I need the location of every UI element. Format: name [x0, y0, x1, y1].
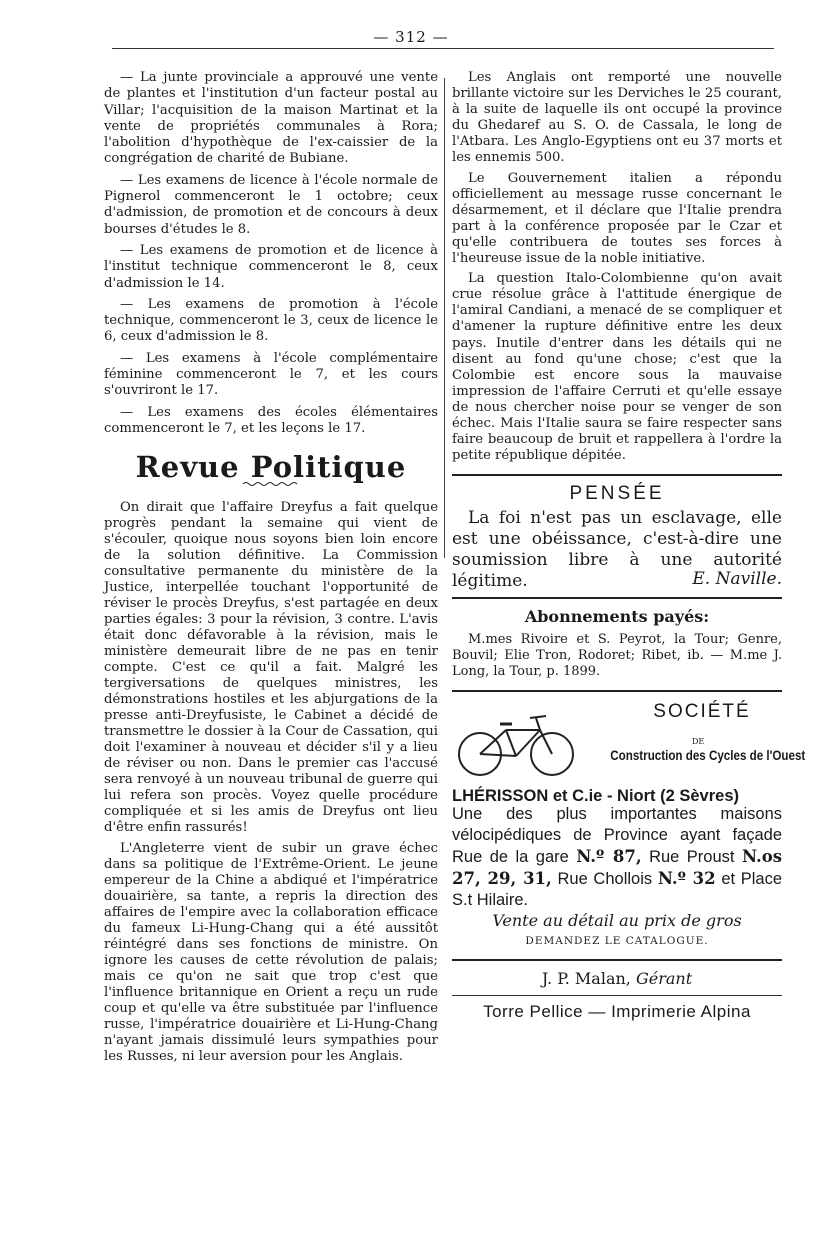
page-number: — 312 — [373, 28, 449, 46]
section-rule [452, 474, 782, 476]
advert-catalogue: DEMANDEZ LE CATALOGUE. [525, 934, 709, 947]
advert-text-part: et Place S.t Hilaire. [452, 869, 783, 909]
manager-name: J. P. Malan, [541, 968, 631, 988]
abonnements-title: Abonnements payés: [524, 607, 710, 627]
header-rule [112, 48, 774, 49]
advert-de: DE [692, 736, 705, 746]
printer-line: Torre Pellice — Imprimerie Alpina [483, 1001, 751, 1021]
advert-text-part: Rue Proust [649, 847, 735, 866]
advert-text-part: Rue Chollois [557, 869, 653, 888]
advert-number: N.º 87, [576, 846, 642, 866]
column-divider [444, 78, 445, 558]
section-rule [452, 690, 782, 692]
chronique-item: — Les examens de promotion et de licence à l'institut technique commenceront le 8, ceux d'admission le 14. [104, 242, 438, 291]
right-column [452, 70, 806, 1021]
advert-construction: Construction des Cycles de l'Ouest [610, 747, 806, 763]
chronique-item: — Les examens de licence à l'école normale de Pignerol commenceront le 1 octobre; ceux d'admission, de promotion et de concours à deux bourses d'études le 8. [104, 172, 438, 237]
advert-vente: Vente au détail au prix de gros [492, 910, 742, 930]
bicycle-icon [456, 710, 576, 780]
article-paragraph: Le Gouvernement italien a répondu officiellement au message russe concernant le désarmement, et il déclare que l'Italie prendra part à la conférence proposée par le Czar et qu'elle contribuera de toutes ses forces à l'heureuse issue de la noble initiative. [452, 170, 782, 267]
article-paragraph: On dirait que l'affaire Dreyfus a fait quelque progrès pendant la semaine qui vient de s'écouler, quoique nous soyons bien loin encore de la solution définitive. La Commission consultative permanente du ministère de la Justice, interpellée touchant l'opportunité de réviser le procès Dreyfus, s'est partagée en deux parties égales: 3 pour la révision, 3 contre. L'avis était donc défavorable à la révision, mais le ministère demeurait libre de ne pas en tenir compte. C'est ce qu'il a fait. Malgré les tergiversations de quelques ministres, les démonstrations hostiles et les abjurgations de la presse anti-Dreyfusiste, le Cabinet a décidé de transmettre le dossier à la Cour de Cassation, qui doit l'examiner à nouveau et décider s'il y a lieu de réviser ou non. Dans le premier cas l'accusé sera renvoyé à un nouveau tribunal de guerre qui lui refera son procès. Voyez quelle procédure compliquée et si les amis de Dreyfus ont lieu d'être enfin rassurés! [104, 499, 438, 836]
article-paragraph: L'Angleterre vient de subir un grave échec dans sa politique de l'Extrême-Orient. Le jeune empereur de la Chine a abdiqué et l'impératrice douairière, sa tante, a repris la direction des affaires de l'empire avec la collaboration efficace du fameux Li-Hung-Chang qui a été aussitôt réintégré dans ses fonctions de ministre. On ignore les causes de cette révolution de palais; mais ce qu'on ne sait que trop c'est que l'influence britannique en Orient a reçu un rude coup et qu'elle va être substituée par l'influence russe, l'impératrice douairière et Li-Hung-Chang n'ayant jamais dissimulé leurs sympathies pour les Russes, ni leur aversion pour les Anglais. [104, 840, 438, 1065]
advert-text-part: Une des plus importantes maisons vélocipédiques de Province ayant façade Rue de la gare [452, 804, 782, 866]
advert-company: LHÉRISSON et C.ie - Niort (2 Sèvres) [452, 786, 739, 805]
footer-rule [452, 995, 782, 996]
pensee-quote: La foi n'est pas un esclavage, elle est une obéissance, c'est-à-dire une soumission libre à une autorité légitime. [452, 508, 782, 592]
manager-role: Gérant [635, 968, 693, 988]
chronique-item: — Les examens de promotion à l'école technique, commenceront le 3, ceux de licence le 6, ceux d'admission le 8. [104, 296, 438, 345]
chronique-item: — Les examens à l'école complémentaire féminine commenceront le 7, et les cours s'ouvriront le 17. [104, 350, 438, 399]
abonnements-list: M.mes Rivoire et S. Peyrot, la Tour; Genre, Bouvil; Elie Tron, Rodoret; Ribet, ib. — M.me J. Long, la Tour, p. 1899. [452, 631, 782, 679]
article-paragraph: Les Anglais ont remporté une nouvelle brillante victoire sur les Derviches le 25 courant, à la suite de laquelle ils ont occupé la province du Ghedaref au S. O. de Cassala, le long de l'Atbara. Les Anglo-Egyptiens ont eu 37 morts et les ennemis 500. [452, 70, 782, 166]
manager-line [452, 968, 782, 988]
pensee-title: PENSÉE [569, 483, 665, 505]
section-rule [452, 597, 782, 599]
chronique-section [104, 70, 438, 437]
section-rule [452, 959, 782, 961]
advert-header [452, 700, 806, 784]
chronique-item: — La junte provinciale a approuvé une vente de plantes et l'institution d'un facteur postal au Villar; l'acquisition de la maison Martinat et la vente de propriétés communales à Rora; l'abolition d'hypothèque de l'ex-caissier de la congrégation de charité de Bubiane. [104, 70, 438, 167]
section-title: Revue Politique [135, 450, 407, 485]
revue-politique [104, 450, 438, 1065]
left-column [104, 70, 438, 1069]
advert-number: N.º 32 [657, 868, 716, 888]
chronique-item: — Les examens des écoles élémentaires commenceront le 7, et les leçons le 17. [104, 404, 438, 436]
advert-text [452, 804, 782, 911]
advert-number: N.os 27, 29, 31, [452, 846, 783, 888]
article-paragraph: La question Italo-Colombienne qu'on avait crue résolue grâce à l'attitude énergique de l'amiral Candiani, a menacé de se compliquer et d'amener la rupture définitive entre les deux pays. Inutile d'entrer dans les détails qui ne disent au fond qu'une chose; c'est que la Colombie est encore sous la mauvaise impression de l'affaire Cerruti et qu'elle essaye de nous chercher noise pour se venger de son échec. Mais l'Italie saura se faire respecter sans faire beaucoup de bruit et rappellera à l'ordre la petite république dépitée. [452, 271, 782, 464]
pensee-author: E. Naville. [692, 569, 782, 590]
advert-societe: SOCIÉTÉ [653, 700, 751, 722]
